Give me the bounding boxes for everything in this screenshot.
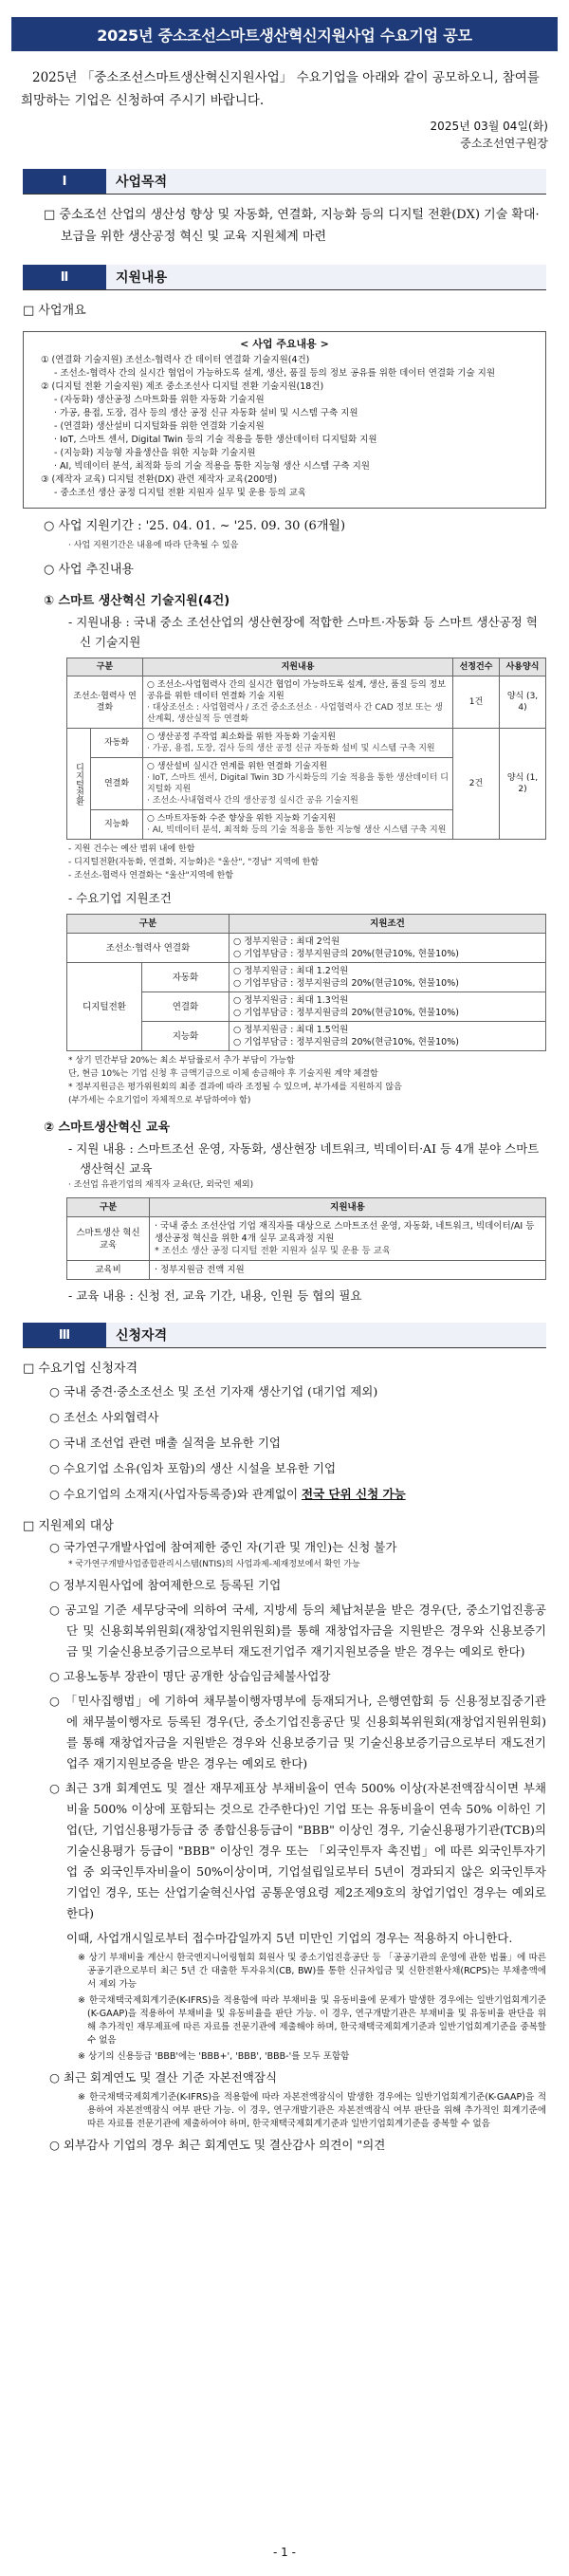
box-lines: [33, 354, 536, 500]
exclusion-item-6-cont: 이때, 사업개시일로부터 접수마감일까지 5년 미만인 기업의 경우는 적용하지 아니한다.: [66, 1931, 513, 1945]
list-item: ○ 국내 중견·중소조선소 및 조선 기자재 생산기업 (대기업 제외): [49, 1384, 378, 1399]
section-1-title: 사업목적: [106, 169, 546, 194]
t1-row-a-category: 조선소·협력사 연결화: [67, 676, 143, 729]
box-line: · 가공, 용접, 도장, 검사 등의 생산 공정 신규 자동화 설비 및 시스템 구축 지원: [54, 408, 358, 418]
t2-row-3-conditions: ○ 정부지원금 : 최대 1.3억원 ○ 기업부담금 : 정부지원금의 20%(현금10%, 현물10%): [229, 992, 545, 1022]
page-number: - 1 -: [273, 2546, 296, 2559]
box-line: - 중소조선 생산 공정 디지털 전환 지원자 실무 및 운용 등의 교육: [54, 488, 307, 498]
exclusion-item-1: ○ 국가연구개발사업에 참여제한 중인 자(기관 및 개인)는 신청 불가: [49, 1540, 397, 1554]
box-line: ② (디지털 전환 기술지원) 제조 중소조선사 디지털 전환 기술지원(18건): [41, 381, 324, 392]
table-row: [67, 729, 546, 758]
t1-row-a-count: 1건: [453, 676, 500, 729]
t2-row-4-category: 지능화: [142, 1022, 229, 1051]
list-item: ○ 수요기업의 소재지(사업자등록증)와 관계없이 전국 단위 신청 가능: [49, 1487, 406, 1501]
section-1-number: Ⅰ: [23, 169, 106, 194]
t2-row-2-category: 자동화: [142, 963, 229, 992]
t1-header-count: 선정건수: [453, 658, 500, 676]
t1-row-d-category: 지능화: [91, 810, 143, 840]
reference-note-1: ※ 상기 부채비율 계산시 한국엔지니어링협회 회원사 및 중소기업진흥공단 등 「공공기관의 운영에 관한 법률」에 따른 공공기관으로부터 최근 5년 간 대출한 투자유치(CB, BW)를 통한 신규차입금 및 신한전환사채(RCPS)는 부채총액에서 제외 가능: [78, 1953, 546, 1990]
exclusion-item-1-note: * 국가연구개발사업종합관리시스템(NTIS)의 사업과제-제재정보에서 확인 가능: [68, 1560, 360, 1569]
item-1-description: - 지원내용 : 국내 중소 조선산업의 생산현장에 적합한 스마트·자동화 등 스마트 생산공정 혁신 기술지원: [68, 615, 538, 649]
reference-note-3: ※ 상기의 신용등급 'BBB'에는 'BBB+', 'BBB', 'BBB-'를 모두 포함함: [78, 2051, 350, 2062]
t1-dx-count: 2건: [453, 729, 500, 840]
t3-row-1-category: 스마트생산 혁신교육: [67, 1217, 150, 1261]
support-conditions-table: [66, 914, 546, 1051]
t1-dx-label: 디지털전환: [67, 729, 91, 840]
exclusion-item-5: ○ 「민사집행법」에 기하여 채무불이행자명부에 등재되거나, 은행연합회 등 신용정보집중기관에 채무불이행자로 등록된 경우(단, 중소기업진흥공단 및 신용회복위원회(재창업지원위원회)를 통해 재창업자금을 지원받은 경우와 신용보증기금 및 기술신용보증기금으로부터 재도전기업주 재기지원보증을 받은 경우는 예외로 한다): [49, 1694, 546, 1770]
page-title: 2025년 중소조선스마트생산혁신지원사업 수요기업 공모: [11, 17, 558, 51]
qualification-heading: □ 수요기업 신청자격: [23, 1362, 138, 1376]
list-item: ○ 조선소 사외협력사: [49, 1410, 159, 1424]
t1-note-3: - 조선소-협력사 연결화는 "울산"지역에 한함: [68, 871, 234, 880]
t1-note-2: - 디지털전환(자동화, 연결화, 지능화)은 "울산", "경남" 지역에 한함: [68, 858, 320, 867]
t1-note-1: - 지원 건수는 예산 범위 내에 한함: [68, 844, 195, 854]
exclusion-heading: □ 지원제외 대상: [23, 1519, 114, 1533]
section-2-number: Ⅱ: [23, 265, 106, 289]
table-row: [67, 963, 546, 992]
box-line: ③ (제작자 교육) 디지털 전환(DX) 관련 제작자 교육(200명): [41, 474, 278, 485]
t2-header-category: 구분: [67, 915, 229, 934]
t2-row-2-conditions: ○ 정부지원금 : 최대 1.2억원 ○ 기업부담금 : 정부지원금의 20%(현금10%, 현물10%): [229, 963, 545, 992]
exclusion-item-4: ○ 고용노동부 장관이 명단 공개한 상습임금체불사업장: [49, 1669, 331, 1683]
education-content-note: - 교육 내용 : 신청 전, 교육 기간, 내용, 인원 등 협의 필요: [68, 1288, 362, 1303]
reference-note-2: ※ 한국채택국제회계기준(K-IFRS)을 적용함에 따라 부채비율 및 유동비율에 문제가 발생한 경우에는 일반기업회계기준(K-GAAP)을 적용하여 부채비율 및 유동비율을 판단 가능. 이 경우, 연구개발기관은 부채비율 및 유동비율 판단을 위해 추가적인 재무제표에 따른 자료를 전문기관에 제출해야 하며, 한국채택국제회계기준과 일반기업회계기준을 중복할 수 없음: [78, 1995, 546, 2046]
t1-row-c-content: ○ 생산설비 실시간 연계를 위한 연결화 기술지원 · IoT, 스마트 센서, Digital Twin 3D 가시화등의 기술 적용을 통한 생산데이터 디지털화 지원 · 조선소·사내협력사 간의 생산공정 실시간 공유 기술지원: [143, 758, 453, 810]
exclusion-item-3: ○ 공고일 기준 세무당국에 의하여 국세, 지방세 등의 체납처분을 받은 경우(단, 중소기업진흥공단 및 신용회복위원회(재창업지원위원회)를 통해 재창업자금을 지원받은 경우와 신용보증기금 및 기술신용보증기금으로부터 재도전기업주 재기지원보증을 받은 경우는 예외로 한다): [49, 1603, 546, 1659]
box-line: · AI, 빅데이터 분석, 최적화 등의 기술 적용을 통한 지능형 생산 시스템 구축 지원: [54, 461, 370, 472]
tech-support-table: [66, 658, 546, 840]
t2-row-4-conditions: ○ 정부지원금 : 최대 1.5억원 ○ 기업부담금 : 정부지원금의 20%(현금10%, 현물10%): [229, 1022, 545, 1051]
list-item: ○ 국내 조선업 관련 매출 실적을 보유한 기업: [49, 1436, 282, 1450]
exclusion-item-7: ○ 최근 회계연도 및 결산 기준 자본전액잠식: [49, 2070, 278, 2085]
overview-heading: □ 사업개요: [23, 304, 86, 318]
t1-row-a-content: ○ 조선소-사업협력사 간의 실시간 협업이 가능하도록 설계, 생산, 품질 등의 정보 공유를 위한 데이터 연결화 기술 지원 · 대상조선소 : 사업협력사 / 조건 중소조선소 · 사업협력사 간 CAD 정보 또는 생산계획, 생산실적 등 연결화: [143, 676, 453, 729]
t3-row-1-content: · 국내 중소 조선산업 기업 재직자를 대상으로 스마트조선 운영, 자동화, 네트워크, 빅데이터/AI 등 생산공정 혁신을 위한 4개 실무 교육과정 지원 * 조선소 생산 공정 디지털 전환 지원자 실무 및 운용 등 교육: [150, 1217, 546, 1261]
intro-paragraph: 2025년 「중소조선스마트생산혁신지원사업」 수요기업을 아래와 같이 공모하오니, 참여를 희망하는 기업은 신청하여 주시기 바랍니다.: [21, 70, 540, 108]
t3-row-2-content: · 정부지원금 전액 지원: [150, 1261, 546, 1280]
table-row: [67, 1261, 546, 1280]
detail-heading: ○ 사업 추진내용: [44, 563, 134, 577]
t3-header-content: 지원내용: [150, 1198, 546, 1217]
purpose-text: □ 중소조선 산업의 생산성 향상 및 자동화, 연결화, 지능화 등의 디지털 전환(DX) 기술 확대·보급을 위한 생산공정 혁신 및 교육 지원체계 마련: [44, 208, 540, 244]
section-3-header: [23, 1323, 546, 1348]
t2-dx-label: 디지털전환: [67, 963, 142, 1051]
organization-name: 중소조선연구원장: [460, 137, 548, 150]
support-period: ○ 사업 지원기간 : '25. 04. 01. ~ '25. 09. 30 (6개월): [44, 519, 346, 533]
t1-dx-form: 양식 (1, 2): [500, 729, 546, 840]
t1-row-b-category: 자동화: [91, 729, 143, 758]
item-1-heading: ① 스마트 생산혁신 기술지원(4건): [44, 594, 230, 608]
t3-row-2-category: 교육비: [67, 1261, 150, 1280]
t1-row-c-category: 연결화: [91, 758, 143, 810]
exclusion-item-8: ○ 외부감사 기업의 경우 최근 회계연도 및 결산감사 의견이 "의견: [49, 2138, 386, 2152]
exclusion-item-6: ○ 최근 3개 회계연도 및 결산 재무제표상 부채비율이 연속 500% 이상(자본전액잠식이면 부채비율 500% 이상에 포함되는 것으로 간주한다)인 기업 또는 유동비율이 연속 50% 이하인 기업(단, 기업신용평가등급 중 종합신용등급이 "BBB" 이상인 경우, 기술신용평가기관(TCB)의 기술신용평가 등급이 "BBB" 이상인 경우 또는 「외국인투자 촉진법」에 따른 외국인투자기업 중 외국인투자비율이 50%이상이며, 기업설립일로부터 5년이 경과되지 않은 외국인투자기업인 경우, 또는 산업기술혁신사업 공통운영요령 제2조제9호의 창업기업인 경우는 예외로 한다): [49, 1781, 546, 1920]
box-line: - 조선소-협력사 간의 실시간 협업이 가능하도록 설계, 생산, 품질 등의 정보 공유를 위한 데이터 연결화 기술 지원: [54, 368, 496, 379]
support-period-note: · 사업 지원기간은 내용에 따라 단축될 수 있음: [68, 541, 239, 550]
exclusion-item-2: ○ 정부지원사업에 참여제한으로 등록된 기업: [49, 1578, 282, 1592]
box-line: - (연결화) 생산설비 디지털화를 위한 연결화 기술지원: [54, 421, 265, 432]
item-2-note: · 조선업 유관기업의 재직자 교육(단, 외국인 제외): [68, 1180, 254, 1190]
section-3-number: Ⅲ: [23, 1323, 106, 1347]
t1-header-form: 사용양식: [500, 658, 546, 676]
reference-note-4: ※ 한국채택국제회계기준(K-IFRS)을 적용함에 따라 자본전액잠식이 발생한 경우에는 일반기업회계기준(K-GAAP)을 적용하여 자본전액잠식 여부 판단 가능. 이 경우, 연구개발기관은 자본전액잠식 여부 판단을 위해 추가적인 회계기준에 따른 자료를 전문기관에 제출하여야 하며, 한국채택국제회계기준과 일반기업회계기준을 중복할 수 없음: [78, 2092, 546, 2129]
t2-row-1-conditions: ○ 정부지원금 : 최대 2억원 ○ 기업부담금 : 정부지원금의 20%(현금10%, 현물10%): [229, 934, 545, 963]
item-2-heading: ② 스마트생산혁신 교육: [44, 1121, 171, 1135]
t1-row-b-content: ○ 생산공정 주작업 최소화를 위한 자동화 기술지원 · 가공, 용접, 도장, 검사 등의 생산 공정 신규 자동화 설비 및 시스템 구축 지원: [143, 729, 453, 758]
box-caption: < 사업 주요내용 >: [240, 338, 329, 350]
t3-header-category: 구분: [67, 1198, 150, 1217]
table-row: [67, 934, 546, 963]
table-row: [67, 1217, 546, 1261]
t2-note-2: 단, 현금 10%는 기업 신청 후 금액기금으로 이체 송금해야 후 기술지원 계약 체결함: [68, 1069, 378, 1079]
section-3-title: 신청자격: [106, 1323, 546, 1347]
table-row: [67, 676, 546, 729]
t1-header-content: 지원내용: [143, 658, 453, 676]
t2-note-3: * 정부지원금은 평가위원회의 최종 결과에 따라 조정될 수 있으며, 부가세를 지원하지 않음: [68, 1083, 402, 1092]
t2-note-4: (부가세는 수요기업이 자체적으로 부담하여야 함): [68, 1096, 251, 1105]
t2-note-1: * 상기 민간부담 20%는 최소 부담률로서 추가 부담이 가능함: [68, 1056, 295, 1066]
section-1-header: [23, 169, 546, 195]
education-table: [66, 1197, 546, 1280]
main-content-box: [23, 331, 546, 509]
item-2-description: - 지원 내용 : 스마트조선 운영, 자동화, 생산현장 네트워크, 빅데이터·AI 등 4개 분야 스마트 생산혁신 교육: [68, 1141, 540, 1176]
t2-header-conditions: 지원조건: [229, 915, 545, 934]
box-line: · IoT, 스마트 센서, Digital Twin 등의 기술 적용을 통한 생산데이터 디지털화 지원: [54, 435, 377, 445]
box-line: ① (연결화 기술지원) 조선소-협력사 간 데이터 연결화 기술지원(4건): [41, 355, 310, 365]
t1-header-category: 구분: [67, 658, 143, 676]
announcement-date: 2025년 03월 04일(화): [430, 120, 548, 133]
list-item: ○ 수요기업 소유(임차 포함)의 생산 시설을 보유한 기업: [49, 1461, 337, 1475]
t1-row-a-form: 양식 (3, 4): [500, 676, 546, 729]
box-line: - (자동화) 생산공정 스마트화를 위한 자동화 기술지원: [54, 395, 265, 405]
t2-row-1-category: 조선소·협력사 연결화: [67, 934, 229, 963]
section-2-title: 지원내용: [106, 265, 546, 289]
t1-row-d-content: ○ 스마트자동화 수준 향상을 위한 지능화 기술지원 · AI, 빅데이터 분석, 최적화 등의 기술 적용을 통한 지능형 생산 시스템 구축 지원: [143, 810, 453, 840]
conditions-heading: - 수요기업 지원조건: [68, 891, 172, 905]
box-line: - (지능화) 지능형 자율생산을 위한 지능화 기술지원: [54, 448, 256, 458]
t2-row-3-category: 연결화: [142, 992, 229, 1022]
section-2-header: [23, 265, 546, 290]
